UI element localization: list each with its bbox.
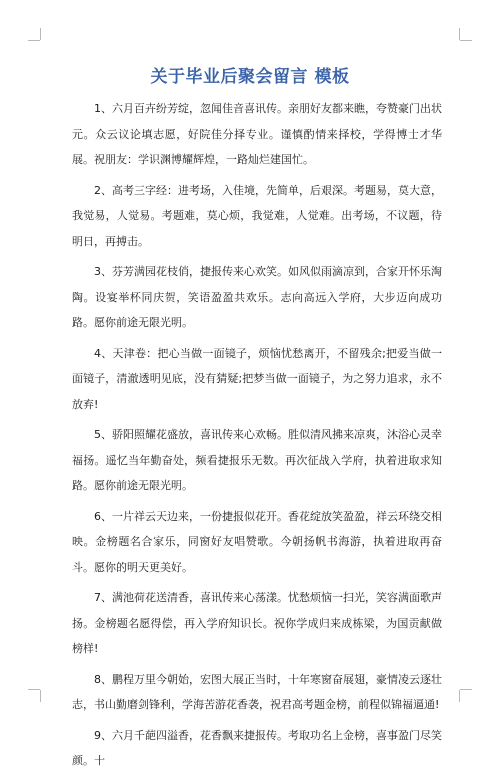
paragraph-1: 1、六月百卉纷芳绽，忽闻佳音喜讯传。亲朋好友都来瞧，夸赞豪门出状元。众云议论填志愿，好院佳分择专业。谨慎酌情来择校，学得博士才华展。祝朋友：学识渊博耀辉煌，一路灿烂建国忙。 xyxy=(72,102,442,166)
paragraph-8: 8、鹏程万里今朝始，宏图大展正当时，十年寒窗奋展翅，豪情凌云逐壮志，书山勤磨剑锋利，学海苦游花香袭，祝君高考题金榜，前程似锦福逼通! xyxy=(72,672,442,711)
document-body xyxy=(72,96,442,779)
paragraph-3: 3、芬芳满园花枝俏，捷报传来心欢笑。如风似雨滴凉到，合家开怀乐淘陶。设宴举杯同庆贺，笑语盈盈共欢乐。志向高远入学府，大步迈向成功路。愿你前途无限光明。 xyxy=(72,265,442,329)
crop-mark-top-right-vertical xyxy=(459,28,460,40)
crop-mark-bottom-left-vertical xyxy=(40,690,41,702)
crop-mark-top-left-vertical xyxy=(40,28,41,40)
paragraph-7: 7、满池荷花送清香，喜讯传来心荡漾。忧愁烦恼一扫光，笑容满面歌声扬。金榜题名愿得偿，再入学府知识长。祝你学成归来成栋梁，为国贡献做榜样! xyxy=(72,591,442,655)
crop-mark-top-left-horizontal xyxy=(28,40,40,41)
paragraph-5: 5、骄阳照耀花盛放，喜讯传来心欢畅。胜似清风拂来凉爽，沐浴心灵幸福扬。遥忆当年勤奋处，频看捷报乐无数。再次征战入学府，执着进取求知路。愿你前途无限光明。 xyxy=(72,428,442,492)
crop-mark-top-right-horizontal xyxy=(460,40,472,41)
paragraph-4: 4、天津卷：把心当做一面镜子，烦恼忧愁离开，不留残余;把爱当做一面镜子，清澈透明见底，没有猜疑;把梦当做一面镜子，为之努力追求，永不放弃! xyxy=(72,346,442,411)
crop-mark-bottom-right-vertical xyxy=(459,690,460,702)
paragraph-2: 2、高考三字经：进考场，入佳境，先简单，后艰深。考题易，莫大意，我觉易，人觉易。考题难，莫心烦，我觉难，人觉难。出考场，不议题，待明日，再搏击。 xyxy=(72,183,442,248)
paragraph-6: 6、一片祥云天边来，一份捷报似花开。香花绽放笑盈盈，祥云环绕交相映。金榜题名合家乐，同窗好友唱赞歌。今朝扬帆书海游，执着进取再奋斗。愿你的明天更美好。 xyxy=(72,509,442,574)
crop-mark-bottom-right-horizontal xyxy=(460,689,472,690)
crop-mark-bottom-left-horizontal xyxy=(28,689,40,690)
paragraph-9: 9、六月千葩四溢香，花香飘来捷报传。考取功名上金榜，喜事盈门尽笑颜。十 xyxy=(72,728,442,767)
page-title: 关于毕业后聚会留言 模板 xyxy=(150,67,350,87)
